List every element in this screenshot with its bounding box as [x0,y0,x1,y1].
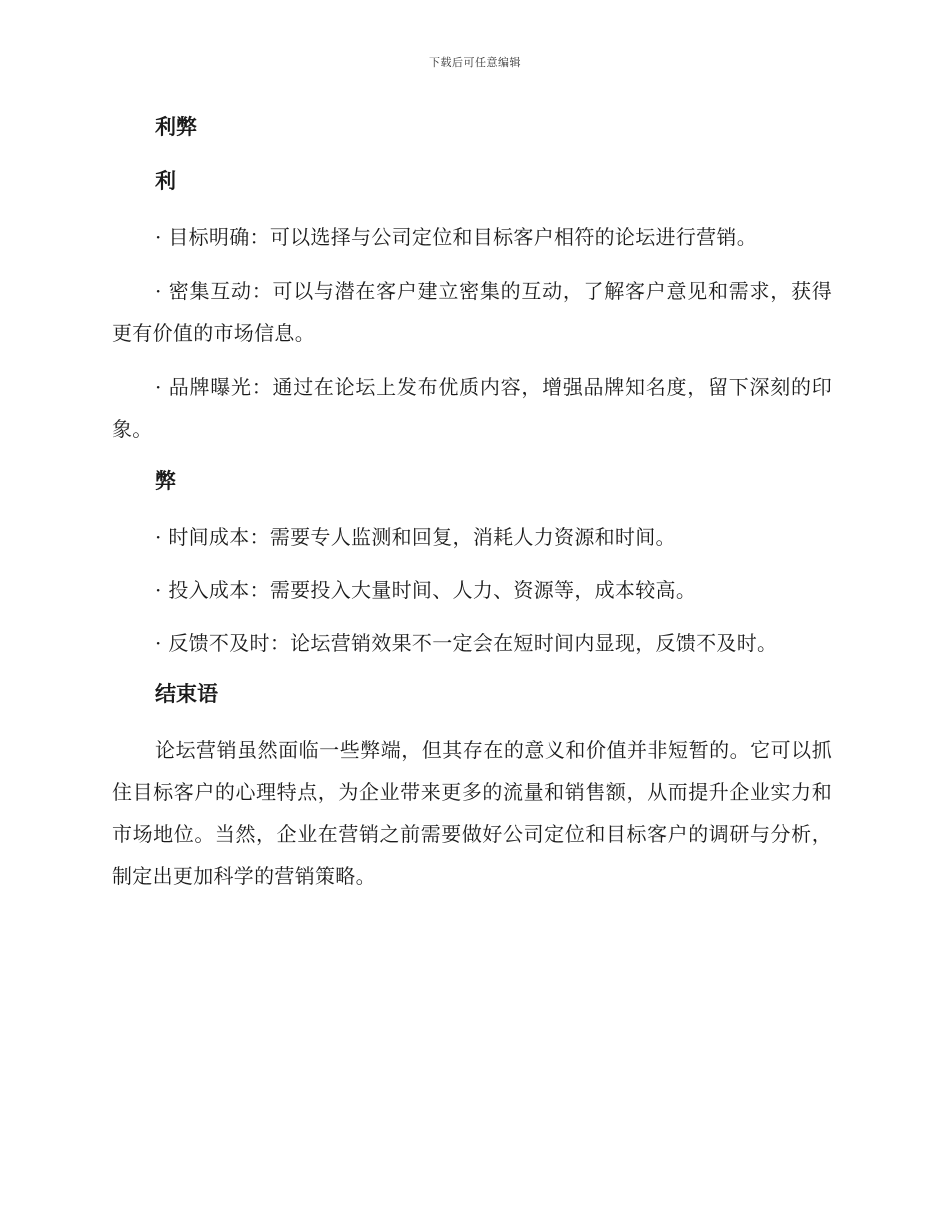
pros-item-3: · 品牌曝光：通过在论坛上发布优质内容，增强品牌知名度，留下深刻的印象。 [112,375,832,441]
pros-item-1: · 目标明确：可以选择与公司定位和目标客户相符的论坛进行营销。 [155,225,758,249]
conclusion-heading: 结束语 [155,682,218,706]
section-title-pros-cons: 利弊 [155,115,197,139]
pros-heading: 利 [155,169,176,193]
cons-item-3: · 反馈不及时：论坛营销效果不一定会在短时间内显现，反馈不及时。 [155,631,778,655]
pros-item-2: · 密集互动：可以与潜在客户建立密集的互动，了解客户意见和需求，获得更有价值的市场信息。 [112,279,832,345]
conclusion-paragraph: 论坛营销虽然面临一些弊端，但其存在的意义和价值并非短暂的。它可以抓住目标客户的心理特点，为企业带来更多的流量和销售额，从而提升企业实力和市场地位。当然，企业在营销之前需要做好公司定位和目标客户的调研与分析，制定出更加科学的营销策略。 [112,738,832,888]
cons-item-1: · 时间成本：需要专人监测和回复，消耗人力资源和时间。 [155,525,676,549]
document-body [112,108,832,909]
cons-heading: 弊 [155,469,176,493]
cons-item-2: · 投入成本：需要投入大量时间、人力、资源等，成本较高。 [155,578,697,602]
header-note: 下载后可任意编辑 [429,56,521,69]
